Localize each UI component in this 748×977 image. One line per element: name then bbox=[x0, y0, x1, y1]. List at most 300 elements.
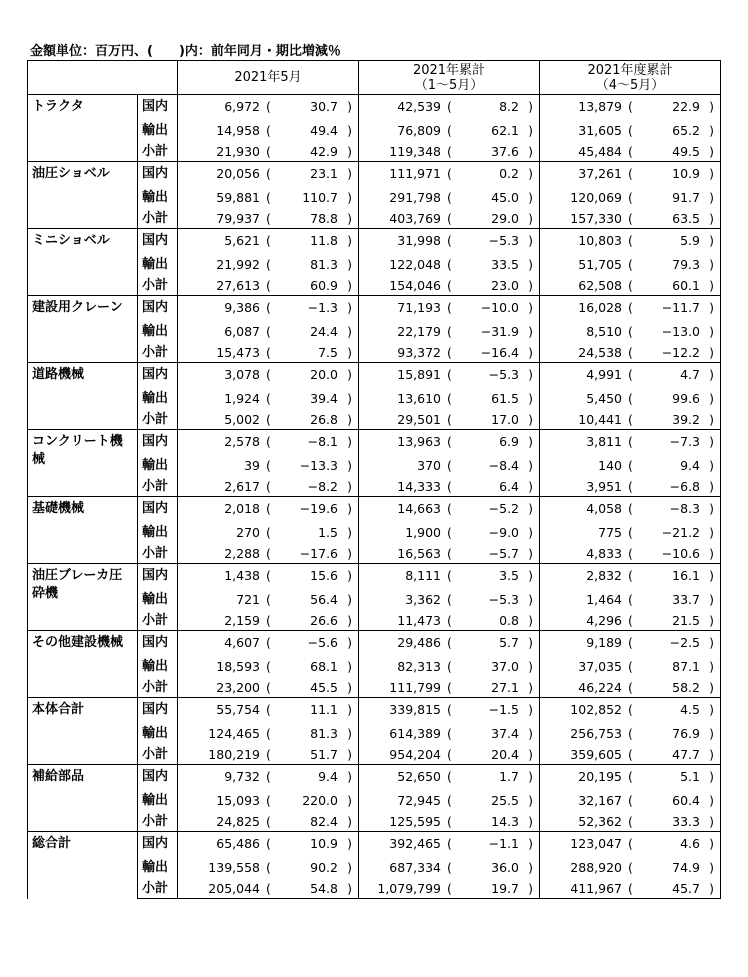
table-row bbox=[28, 296, 721, 321]
open-paren: ( bbox=[628, 592, 633, 607]
open-paren: ( bbox=[628, 659, 633, 674]
amount-value: 65,486 bbox=[216, 836, 260, 851]
open-paren: ( bbox=[266, 412, 271, 427]
value-cell-fiscal-cumulative bbox=[540, 765, 721, 790]
table-group bbox=[28, 564, 721, 631]
value-cell-year-cumulative bbox=[359, 698, 540, 723]
change-percent-value: 79.3 bbox=[672, 257, 700, 272]
close-paren: ) bbox=[709, 546, 714, 561]
change-percent-value: 60.4 bbox=[672, 793, 700, 808]
change-percent-value: 4.5 bbox=[680, 702, 700, 717]
open-paren: ( bbox=[628, 144, 633, 159]
open-paren: ( bbox=[628, 680, 633, 695]
amount-value: 29,501 bbox=[397, 412, 441, 427]
table-group bbox=[28, 430, 721, 497]
value-cell-month bbox=[178, 320, 359, 341]
close-paren: ) bbox=[709, 525, 714, 540]
table-row bbox=[28, 564, 721, 589]
value-cell-month bbox=[178, 454, 359, 475]
close-paren: ) bbox=[709, 190, 714, 205]
value-cell-year-cumulative bbox=[359, 722, 540, 743]
close-paren: ) bbox=[528, 680, 533, 695]
amount-value: 15,093 bbox=[216, 793, 260, 808]
category-name: 総合計 bbox=[28, 832, 138, 899]
open-paren: ( bbox=[447, 726, 452, 741]
value-cell-fiscal-cumulative bbox=[540, 363, 721, 388]
amount-value: 2,159 bbox=[224, 613, 260, 628]
change-percent-value: −31.9 bbox=[480, 324, 519, 339]
value-cell-fiscal-cumulative bbox=[540, 655, 721, 676]
value-cell-fiscal-cumulative bbox=[540, 341, 721, 363]
open-paren: ( bbox=[447, 613, 452, 628]
amount-value: 9,189 bbox=[586, 635, 622, 650]
amount-value: 270 bbox=[236, 525, 260, 540]
change-percent-value: 45.5 bbox=[310, 680, 338, 695]
amount-value: 157,330 bbox=[570, 211, 622, 226]
open-paren: ( bbox=[447, 233, 452, 248]
row-kind-label: 小計 bbox=[138, 676, 178, 698]
close-paren: ) bbox=[528, 367, 533, 382]
row-kind-label: 輸出 bbox=[138, 186, 178, 207]
header-row bbox=[28, 61, 721, 95]
open-paren: ( bbox=[628, 814, 633, 829]
close-paren: ) bbox=[528, 702, 533, 717]
open-paren: ( bbox=[447, 793, 452, 808]
value-cell-year-cumulative bbox=[359, 765, 540, 790]
value-cell-fiscal-cumulative bbox=[540, 162, 721, 187]
open-paren: ( bbox=[447, 592, 452, 607]
close-paren: ) bbox=[528, 233, 533, 248]
close-paren: ) bbox=[709, 233, 714, 248]
amount-value: 15,473 bbox=[216, 345, 260, 360]
change-percent-value: 16.1 bbox=[672, 568, 700, 583]
value-cell-fiscal-cumulative bbox=[540, 521, 721, 542]
close-paren: ) bbox=[528, 412, 533, 427]
close-paren: ) bbox=[709, 257, 714, 272]
category-name: ミニショベル bbox=[28, 229, 138, 296]
change-percent-value: 8.2 bbox=[499, 99, 519, 114]
row-kind-label: 輸出 bbox=[138, 320, 178, 341]
open-paren: ( bbox=[628, 233, 633, 248]
amount-value: 1,924 bbox=[224, 391, 260, 406]
change-percent-value: 61.5 bbox=[491, 391, 519, 406]
amount-value: 21,930 bbox=[216, 144, 260, 159]
change-percent-value: 39.4 bbox=[310, 391, 338, 406]
close-paren: ) bbox=[528, 190, 533, 205]
open-paren: ( bbox=[447, 546, 452, 561]
category-name: 油圧ブレーカ圧砕機 bbox=[28, 564, 138, 631]
value-cell-fiscal-cumulative bbox=[540, 832, 721, 857]
open-paren: ( bbox=[266, 769, 271, 784]
close-paren: ) bbox=[528, 881, 533, 896]
change-percent-value: 63.5 bbox=[672, 211, 700, 226]
value-cell-fiscal-cumulative bbox=[540, 320, 721, 341]
amount-value: 93,372 bbox=[397, 345, 441, 360]
close-paren: ) bbox=[347, 747, 352, 762]
open-paren: ( bbox=[447, 300, 452, 315]
value-cell-month bbox=[178, 253, 359, 274]
value-cell-year-cumulative bbox=[359, 454, 540, 475]
change-percent-value: 0.8 bbox=[499, 613, 519, 628]
value-cell-fiscal-cumulative bbox=[540, 229, 721, 254]
open-paren: ( bbox=[447, 99, 452, 114]
close-paren: ) bbox=[709, 412, 714, 427]
value-cell-year-cumulative bbox=[359, 341, 540, 363]
row-kind-label: 小計 bbox=[138, 274, 178, 296]
change-percent-value: 4.6 bbox=[680, 836, 700, 851]
close-paren: ) bbox=[528, 568, 533, 583]
amount-value: 721 bbox=[236, 592, 260, 607]
open-paren: ( bbox=[628, 211, 633, 226]
change-percent-value: 19.7 bbox=[491, 881, 519, 896]
open-paren: ( bbox=[628, 769, 633, 784]
value-cell-year-cumulative bbox=[359, 387, 540, 408]
change-percent-value: 25.5 bbox=[491, 793, 519, 808]
close-paren: ) bbox=[528, 525, 533, 540]
change-percent-value: 9.4 bbox=[680, 458, 700, 473]
change-percent-value: 22.9 bbox=[672, 99, 700, 114]
close-paren: ) bbox=[709, 702, 714, 717]
amount-value: 16,028 bbox=[578, 300, 622, 315]
value-cell-year-cumulative bbox=[359, 296, 540, 321]
close-paren: ) bbox=[528, 324, 533, 339]
change-percent-value: 26.8 bbox=[310, 412, 338, 427]
amount-value: 2,578 bbox=[224, 434, 260, 449]
amount-value: 954,204 bbox=[389, 747, 441, 762]
open-paren: ( bbox=[628, 278, 633, 293]
row-kind-label: 国内 bbox=[138, 430, 178, 455]
open-paren: ( bbox=[266, 479, 271, 494]
change-percent-value: 56.4 bbox=[310, 592, 338, 607]
open-paren: ( bbox=[447, 190, 452, 205]
value-cell-fiscal-cumulative bbox=[540, 810, 721, 832]
amount-value: 27,613 bbox=[216, 278, 260, 293]
table-group bbox=[28, 765, 721, 832]
open-paren: ( bbox=[447, 702, 452, 717]
open-paren: ( bbox=[628, 726, 633, 741]
open-paren: ( bbox=[447, 747, 452, 762]
close-paren: ) bbox=[347, 233, 352, 248]
row-kind-label: 国内 bbox=[138, 296, 178, 321]
amount-value: 14,958 bbox=[216, 123, 260, 138]
close-paren: ) bbox=[347, 391, 352, 406]
change-percent-value: −1.3 bbox=[307, 300, 338, 315]
change-percent-value: 90.2 bbox=[310, 860, 338, 875]
amount-value: 71,193 bbox=[397, 300, 441, 315]
open-paren: ( bbox=[266, 881, 271, 896]
value-cell-month bbox=[178, 722, 359, 743]
open-paren: ( bbox=[266, 300, 271, 315]
change-percent-value: 5.7 bbox=[499, 635, 519, 650]
change-percent-value: 23.0 bbox=[491, 278, 519, 293]
open-paren: ( bbox=[266, 123, 271, 138]
open-paren: ( bbox=[266, 434, 271, 449]
change-percent-value: 81.3 bbox=[310, 257, 338, 272]
value-cell-month bbox=[178, 363, 359, 388]
open-paren: ( bbox=[628, 546, 633, 561]
value-cell-fiscal-cumulative bbox=[540, 408, 721, 430]
change-percent-value: 51.7 bbox=[310, 747, 338, 762]
amount-value: 139,558 bbox=[208, 860, 260, 875]
amount-value: 9,732 bbox=[224, 769, 260, 784]
close-paren: ) bbox=[347, 345, 352, 360]
change-percent-value: −5.3 bbox=[488, 233, 519, 248]
change-percent-value: −16.4 bbox=[480, 345, 519, 360]
amount-value: 55,754 bbox=[216, 702, 260, 717]
value-cell-month bbox=[178, 542, 359, 564]
amount-value: 4,296 bbox=[586, 613, 622, 628]
open-paren: ( bbox=[266, 501, 271, 516]
category-name: 本体合計 bbox=[28, 698, 138, 765]
close-paren: ) bbox=[528, 144, 533, 159]
amount-value: 8,510 bbox=[586, 324, 622, 339]
amount-value: 24,538 bbox=[578, 345, 622, 360]
open-paren: ( bbox=[266, 836, 271, 851]
open-paren: ( bbox=[447, 434, 452, 449]
close-paren: ) bbox=[347, 300, 352, 315]
value-cell-year-cumulative bbox=[359, 408, 540, 430]
value-cell-year-cumulative bbox=[359, 95, 540, 120]
open-paren: ( bbox=[266, 546, 271, 561]
open-paren: ( bbox=[266, 659, 271, 674]
change-percent-value: −5.3 bbox=[488, 367, 519, 382]
amount-value: 6,087 bbox=[224, 324, 260, 339]
amount-value: 24,825 bbox=[216, 814, 260, 829]
change-percent-value: 11.8 bbox=[310, 233, 338, 248]
value-cell-month bbox=[178, 430, 359, 455]
open-paren: ( bbox=[447, 814, 452, 829]
amount-value: 42,539 bbox=[397, 99, 441, 114]
amount-value: 31,605 bbox=[578, 123, 622, 138]
close-paren: ) bbox=[347, 324, 352, 339]
close-paren: ) bbox=[347, 144, 352, 159]
row-kind-label: 輸出 bbox=[138, 521, 178, 542]
amount-value: 76,809 bbox=[397, 123, 441, 138]
open-paren: ( bbox=[628, 345, 633, 360]
table-row bbox=[28, 698, 721, 723]
value-cell-month bbox=[178, 341, 359, 363]
open-paren: ( bbox=[266, 324, 271, 339]
value-cell-year-cumulative bbox=[359, 162, 540, 187]
change-percent-value: 20.4 bbox=[491, 747, 519, 762]
open-paren: ( bbox=[266, 635, 271, 650]
table-group bbox=[28, 363, 721, 430]
amount-value: 13,879 bbox=[578, 99, 622, 114]
close-paren: ) bbox=[347, 769, 352, 784]
close-paren: ) bbox=[528, 501, 533, 516]
open-paren: ( bbox=[447, 345, 452, 360]
value-cell-year-cumulative bbox=[359, 274, 540, 296]
close-paren: ) bbox=[528, 211, 533, 226]
close-paren: ) bbox=[528, 635, 533, 650]
close-paren: ) bbox=[347, 211, 352, 226]
close-paren: ) bbox=[347, 501, 352, 516]
table-row bbox=[28, 162, 721, 187]
change-percent-value: 15.6 bbox=[310, 568, 338, 583]
amount-value: 140 bbox=[598, 458, 622, 473]
value-cell-year-cumulative bbox=[359, 856, 540, 877]
table-group bbox=[28, 631, 721, 698]
close-paren: ) bbox=[528, 814, 533, 829]
value-cell-year-cumulative bbox=[359, 832, 540, 857]
row-kind-label: 小計 bbox=[138, 810, 178, 832]
close-paren: ) bbox=[709, 881, 714, 896]
close-paren: ) bbox=[709, 568, 714, 583]
amount-value: 339,815 bbox=[389, 702, 441, 717]
close-paren: ) bbox=[528, 300, 533, 315]
close-paren: ) bbox=[528, 123, 533, 138]
open-paren: ( bbox=[266, 458, 271, 473]
amount-value: 31,998 bbox=[397, 233, 441, 248]
value-cell-year-cumulative bbox=[359, 207, 540, 229]
change-percent-value: 65.2 bbox=[672, 123, 700, 138]
amount-value: 111,971 bbox=[389, 166, 441, 181]
amount-value: 775 bbox=[598, 525, 622, 540]
open-paren: ( bbox=[266, 814, 271, 829]
amount-value: 256,753 bbox=[570, 726, 622, 741]
row-kind-label: 輸出 bbox=[138, 655, 178, 676]
amount-value: 125,595 bbox=[389, 814, 441, 829]
open-paren: ( bbox=[447, 166, 452, 181]
value-cell-month bbox=[178, 789, 359, 810]
amount-value: 6,972 bbox=[224, 99, 260, 114]
change-percent-value: 6.9 bbox=[499, 434, 519, 449]
close-paren: ) bbox=[709, 726, 714, 741]
amount-value: 2,617 bbox=[224, 479, 260, 494]
value-cell-fiscal-cumulative bbox=[540, 609, 721, 631]
change-percent-value: −19.6 bbox=[299, 501, 338, 516]
close-paren: ) bbox=[528, 434, 533, 449]
value-cell-fiscal-cumulative bbox=[540, 454, 721, 475]
row-kind-label: 国内 bbox=[138, 363, 178, 388]
open-paren: ( bbox=[447, 324, 452, 339]
amount-value: 21,992 bbox=[216, 257, 260, 272]
change-percent-value: 58.2 bbox=[672, 680, 700, 695]
header-month: 2021年5月 bbox=[178, 61, 359, 95]
amount-value: 11,473 bbox=[397, 613, 441, 628]
close-paren: ) bbox=[347, 659, 352, 674]
amount-value: 111,799 bbox=[389, 680, 441, 695]
close-paren: ) bbox=[347, 166, 352, 181]
change-percent-value: 26.6 bbox=[310, 613, 338, 628]
row-kind-label: 小計 bbox=[138, 408, 178, 430]
change-percent-value: 47.7 bbox=[672, 747, 700, 762]
close-paren: ) bbox=[347, 479, 352, 494]
amount-value: 123,047 bbox=[570, 836, 622, 851]
row-kind-label: 国内 bbox=[138, 832, 178, 857]
open-paren: ( bbox=[447, 367, 452, 382]
amount-value: 52,362 bbox=[578, 814, 622, 829]
value-cell-month bbox=[178, 140, 359, 162]
close-paren: ) bbox=[528, 836, 533, 851]
value-cell-month bbox=[178, 207, 359, 229]
change-percent-value: −11.7 bbox=[661, 300, 700, 315]
change-percent-value: 33.5 bbox=[491, 257, 519, 272]
amount-value: 2,288 bbox=[224, 546, 260, 561]
close-paren: ) bbox=[709, 793, 714, 808]
amount-value: 4,607 bbox=[224, 635, 260, 650]
change-percent-value: −6.8 bbox=[669, 479, 700, 494]
change-percent-value: 7.5 bbox=[318, 345, 338, 360]
value-cell-month bbox=[178, 162, 359, 187]
change-percent-value: −13.3 bbox=[299, 458, 338, 473]
close-paren: ) bbox=[347, 702, 352, 717]
amount-value: 13,610 bbox=[397, 391, 441, 406]
open-paren: ( bbox=[628, 434, 633, 449]
amount-value: 2,832 bbox=[586, 568, 622, 583]
row-kind-label: 国内 bbox=[138, 631, 178, 656]
table-row bbox=[28, 229, 721, 254]
amount-value: 4,991 bbox=[586, 367, 622, 382]
change-percent-value: 45.7 bbox=[672, 881, 700, 896]
change-percent-value: 68.1 bbox=[310, 659, 338, 674]
change-percent-value: −8.4 bbox=[488, 458, 519, 473]
amount-value: 3,951 bbox=[586, 479, 622, 494]
change-percent-value: −9.0 bbox=[488, 525, 519, 540]
close-paren: ) bbox=[709, 345, 714, 360]
open-paren: ( bbox=[628, 881, 633, 896]
open-paren: ( bbox=[447, 881, 452, 896]
change-percent-value: −7.3 bbox=[669, 434, 700, 449]
value-cell-fiscal-cumulative bbox=[540, 542, 721, 564]
row-kind-label: 輸出 bbox=[138, 387, 178, 408]
change-percent-value: 5.9 bbox=[680, 233, 700, 248]
open-paren: ( bbox=[447, 123, 452, 138]
change-percent-value: 220.0 bbox=[302, 793, 338, 808]
change-percent-value: −21.2 bbox=[661, 525, 700, 540]
close-paren: ) bbox=[709, 144, 714, 159]
close-paren: ) bbox=[528, 479, 533, 494]
open-paren: ( bbox=[628, 568, 633, 583]
amount-value: 614,389 bbox=[389, 726, 441, 741]
open-paren: ( bbox=[628, 300, 633, 315]
close-paren: ) bbox=[347, 190, 352, 205]
change-percent-value: 1.7 bbox=[499, 769, 519, 784]
close-paren: ) bbox=[347, 592, 352, 607]
row-kind-label: 輸出 bbox=[138, 454, 178, 475]
category-name: 補給部品 bbox=[28, 765, 138, 832]
amount-value: 2,018 bbox=[224, 501, 260, 516]
value-cell-year-cumulative bbox=[359, 588, 540, 609]
value-cell-month bbox=[178, 119, 359, 140]
open-paren: ( bbox=[447, 144, 452, 159]
close-paren: ) bbox=[709, 635, 714, 650]
close-paren: ) bbox=[347, 458, 352, 473]
value-cell-fiscal-cumulative bbox=[540, 497, 721, 522]
open-paren: ( bbox=[447, 836, 452, 851]
amount-value: 15,891 bbox=[397, 367, 441, 382]
close-paren: ) bbox=[709, 391, 714, 406]
value-cell-fiscal-cumulative bbox=[540, 95, 721, 120]
close-paren: ) bbox=[347, 568, 352, 583]
amount-value: 1,438 bbox=[224, 568, 260, 583]
value-cell-month bbox=[178, 765, 359, 790]
open-paren: ( bbox=[628, 367, 633, 382]
close-paren: ) bbox=[709, 324, 714, 339]
close-paren: ) bbox=[709, 123, 714, 138]
open-paren: ( bbox=[447, 479, 452, 494]
close-paren: ) bbox=[528, 726, 533, 741]
value-cell-year-cumulative bbox=[359, 676, 540, 698]
close-paren: ) bbox=[347, 613, 352, 628]
value-cell-month bbox=[178, 631, 359, 656]
open-paren: ( bbox=[447, 412, 452, 427]
value-cell-month bbox=[178, 296, 359, 321]
shipment-table bbox=[27, 60, 721, 899]
amount-value: 72,945 bbox=[397, 793, 441, 808]
table-row bbox=[28, 497, 721, 522]
value-cell-fiscal-cumulative bbox=[540, 119, 721, 140]
